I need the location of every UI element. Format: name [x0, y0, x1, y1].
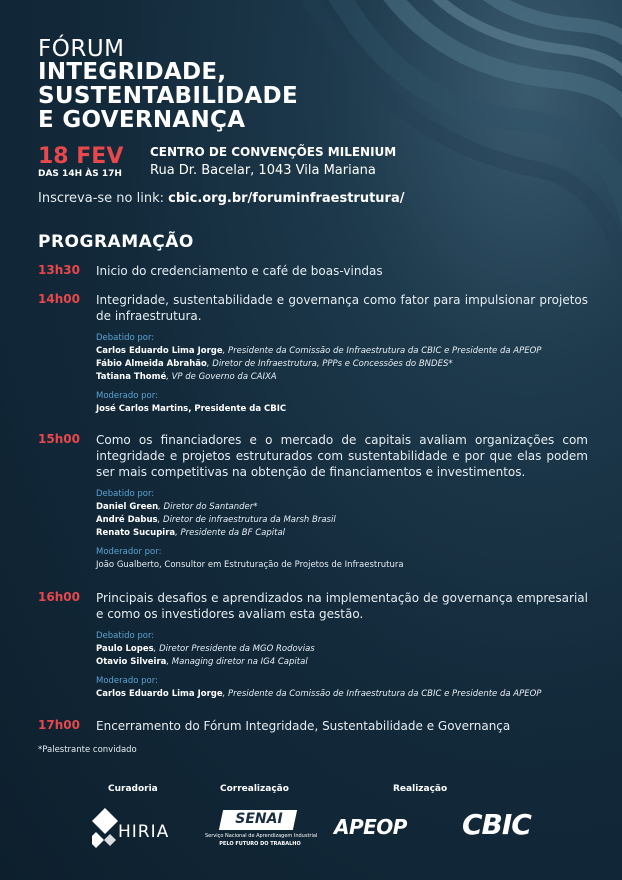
speaker: André Dabus, Diretor de infraestrutura da Marsh Brasil — [96, 515, 336, 525]
senai-logo — [205, 806, 318, 852]
signup-text: Inscreva-se no link: — [38, 191, 169, 206]
program-item — [38, 718, 588, 734]
debate-label: Debatido por: — [96, 333, 155, 343]
speaker: Fábio Almeida Abrahão, Diretor de Infraestrutura, PPPs e Concessões do BNDES* — [96, 359, 453, 369]
correalizacao-label: Correalização — [220, 784, 289, 794]
event-hours: DAS 14H ÀS 17H — [38, 169, 122, 179]
senai-tagline: PELO FUTURO DO TRABALHO — [219, 841, 301, 847]
program-speakers — [96, 630, 588, 701]
forum-label: FÓRUM — [38, 36, 125, 62]
speaker: Daniel Green, Diretor do Santander* — [96, 502, 258, 512]
event-date: 18 FEV — [38, 144, 124, 169]
title-line-1: INTEGRIDADE, — [38, 59, 227, 85]
program-time: 16h00 — [38, 590, 80, 604]
hiria-logo — [92, 806, 182, 852]
footnote: *Palestrante convidado — [38, 745, 137, 755]
apeop-wordmark: APEOP — [334, 815, 407, 839]
program-item — [38, 432, 588, 572]
program-time: 15h00 — [38, 432, 80, 446]
program-desc: Principais desafios e aprendizados na implementação de governança empresarial e como os investidores avaliam esta gestão. — [96, 591, 588, 621]
program-desc: Integridade, sustentabilidade e governança como fator para impulsionar projetos de infraestrutura. — [96, 293, 588, 323]
event-address: Rua Dr. Bacelar, 1043 Vila Mariana — [150, 163, 376, 178]
page-title — [38, 60, 298, 132]
speaker: Paulo Lopes, Diretor Presidente da MGO Rodovias — [96, 644, 315, 654]
program-speakers — [96, 488, 588, 572]
speaker: Otavio Silveira, Managing diretor na IG4 Capital — [96, 657, 308, 667]
signup-line — [38, 191, 405, 206]
moderator: Carlos Eduardo Lima Jorge, Presidente da Comissão de Infraestrutura da CBIC e Presidente da APEOP — [96, 689, 542, 699]
debate-label: Debatido por: — [96, 489, 155, 499]
program-desc: Como os financiadores e o mercado de capitais avaliam organizações com integridade e projetos estruturados com sustentabilidade e por que elas podem ser mais competitivas na obtenção de financiamentos e investimentos. — [96, 433, 588, 479]
program-time: 14h00 — [38, 292, 80, 306]
hiria-mark-icon — [92, 808, 118, 848]
event-venue: CENTRO DE CONVENÇÕES MILENIUM — [150, 145, 397, 159]
hiria-wordmark: HIRIA — [118, 822, 170, 842]
program-desc: Encerramento do Fórum Integridade, Sustentabilidade e Governança — [96, 719, 511, 733]
speaker: Renato Sucupira, Presidente da BF Capital — [96, 528, 286, 538]
moderator-label: Moderado por: — [96, 676, 158, 686]
debate-label: Debatido por: — [96, 631, 155, 641]
senai-subtitle: Serviço Nacional de Aprendizagem Industrial — [205, 833, 318, 839]
moderator: João Gualberto, Consultor em Estruturação de Projetos de Infraestrutura — [96, 560, 404, 570]
signup-link[interactable]: cbic.org.br/foruminfraestrutura/ — [168, 191, 405, 206]
program-time: 17h00 — [38, 718, 80, 732]
curadoria-label: Curadoria — [108, 784, 158, 794]
moderator-label: Moderado por: — [96, 391, 158, 401]
program-title: PROGRAMAÇÃO — [38, 232, 194, 252]
apeop-logo — [334, 815, 446, 841]
program-desc: Inicio do credenciamento e café de boas-vindas — [96, 264, 383, 278]
speaker: Carlos Eduardo Lima Jorge, Presidente da Comissão de Infraestrutura da CBIC e Presidente da APEOP — [96, 346, 542, 356]
title-line-2: SUSTENTABILIDADE — [38, 83, 298, 109]
cbic-logo — [462, 808, 542, 844]
program-item — [38, 263, 588, 279]
moderator: José Carlos Martins, Presidente da CBIC — [96, 404, 287, 414]
title-line-3: E GOVERNANÇA — [38, 107, 246, 133]
senai-wordmark: SENAI — [235, 811, 283, 827]
cbic-wordmark: CBIC — [462, 808, 531, 841]
program-speakers — [96, 332, 588, 416]
program-item — [38, 590, 588, 701]
realizacao-label: Realização — [393, 784, 448, 794]
program-time: 13h30 — [38, 263, 80, 277]
speaker: Tatiana Thomé, VP de Governo da CAIXA — [96, 372, 277, 382]
moderator-label: Moderador por: — [96, 547, 162, 557]
program-item — [38, 292, 588, 416]
